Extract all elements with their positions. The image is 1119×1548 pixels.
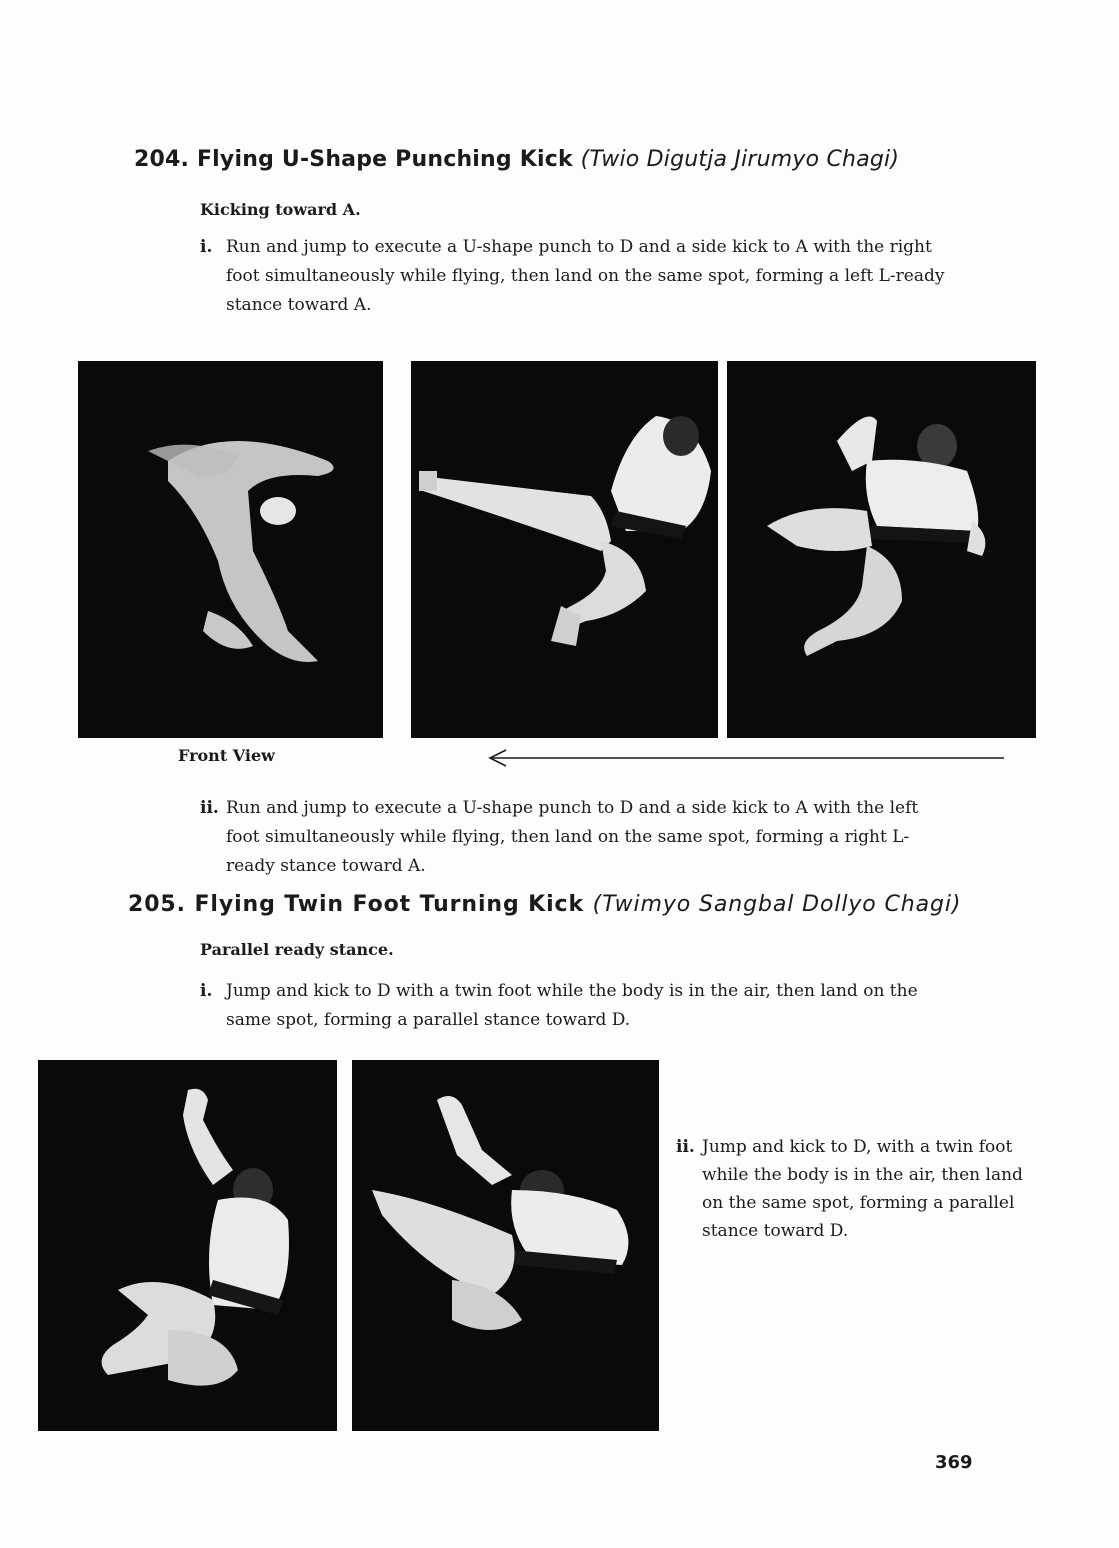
page-number: 369 <box>935 1452 973 1473</box>
photo-front-view <box>78 361 383 738</box>
caption-front-view: Front View <box>178 746 275 765</box>
section-205-heading <box>128 892 961 917</box>
section-204-title: Flying U-Shape Punching Kick <box>196 147 573 172</box>
section-204-number: 204. <box>134 147 190 172</box>
section-204-step-2 <box>200 794 945 881</box>
section-205-number: 205. <box>128 892 186 917</box>
photo-side-kick-2 <box>727 361 1036 738</box>
photo-side-kick-1 <box>411 361 718 738</box>
martial-artist-figure <box>352 1060 659 1431</box>
section-205-step-1 <box>200 977 945 1035</box>
step-text: Run and jump to execute a U-shape punch to D and a side kick to A with the right foot simultaneously while flying, then land on the same spot, forming a left L-ready stance toward A. <box>226 237 945 315</box>
step-label: ii. <box>200 798 219 818</box>
section-204-korean-title: (Twio Digutja Jirumyo Chagi) <box>580 147 900 172</box>
step-text: Jump and kick to D, with a twin foot while the body is in the air, then land on the same spot, forming a parallel stance toward D. <box>702 1137 1023 1241</box>
section-205-title: Flying Twin Foot Turning Kick <box>194 892 585 917</box>
martial-artist-figure <box>38 1060 337 1431</box>
direction-arrow-icon <box>486 748 1006 768</box>
step-text: Jump and kick to D with a twin foot while the body is in the air, then land on the same spot, forming a parallel stance toward D. <box>226 981 918 1030</box>
section-205-step-2 <box>676 1133 1036 1245</box>
section-204-step-1 <box>200 233 945 320</box>
step-label: i. <box>200 237 213 257</box>
step-label: ii. <box>676 1137 695 1157</box>
photo-twin-foot-2 <box>352 1060 659 1431</box>
step-label: i. <box>200 981 213 1001</box>
section-204-heading <box>134 147 899 172</box>
martial-artist-figure <box>78 361 383 738</box>
step-text: Run and jump to execute a U-shape punch to D and a side kick to A with the left foot simultaneously while flying, then land on the same spot, forming a right L-ready stance toward A. <box>226 798 919 876</box>
section-204-subheading: Kicking toward A. <box>200 200 361 219</box>
martial-artist-figure <box>411 361 718 738</box>
photo-twin-foot-1 <box>38 1060 337 1431</box>
section-205-subheading: Parallel ready stance. <box>200 940 394 959</box>
section-205-korean-title: (Twimyo Sangbal Dollyo Chagi) <box>592 892 962 917</box>
martial-artist-figure <box>727 361 1036 738</box>
